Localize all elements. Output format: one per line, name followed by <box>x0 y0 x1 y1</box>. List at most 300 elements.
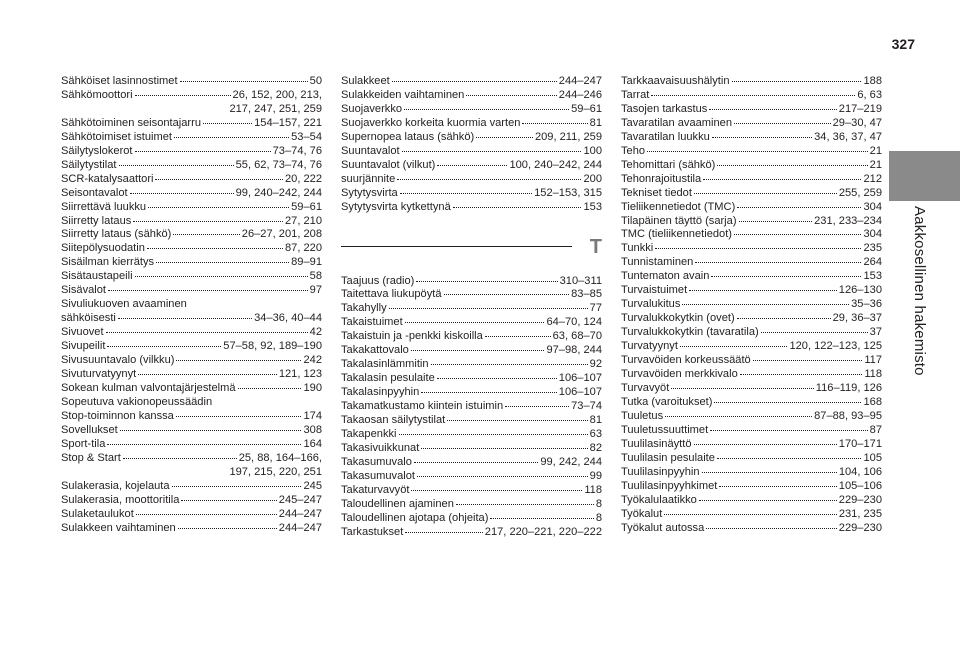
index-entry <box>621 340 882 354</box>
dot-leader <box>671 388 813 389</box>
dot-leader <box>119 165 234 166</box>
index-page-refs: 118 <box>584 483 602 496</box>
dot-leader <box>714 402 861 403</box>
index-entry-line <box>341 330 602 344</box>
index-page-refs-continued: 217, 247, 251, 259 <box>229 102 322 115</box>
index-entry <box>341 470 602 484</box>
dot-leader <box>694 444 837 445</box>
index-term: Seisontavalot <box>61 186 128 199</box>
index-entry <box>621 173 882 187</box>
dot-leader <box>734 123 831 124</box>
dot-leader <box>174 137 289 138</box>
index-entry-line <box>621 103 882 117</box>
index-page-refs: 245 <box>303 479 322 492</box>
index-term: Siirretty lataus <box>61 214 132 227</box>
index-entry-line <box>621 89 882 103</box>
index-page-refs: 92 <box>589 358 602 371</box>
index-page-refs: 99 <box>589 469 602 482</box>
dot-leader <box>695 262 861 263</box>
index-entry-line <box>341 201 602 215</box>
index-entry <box>341 526 602 540</box>
index-entry-line <box>341 302 602 316</box>
index-term: Takalasin pesulaite <box>341 372 435 385</box>
index-entry-line <box>621 326 882 340</box>
index-term: Siirrettävä luukku <box>61 200 147 213</box>
dot-leader <box>107 346 221 347</box>
index-term: Työkalut <box>621 507 663 520</box>
index-page-refs: 255, 259 <box>838 186 882 199</box>
index-entry-line <box>61 312 322 326</box>
index-term: SCR-katalysaattori <box>61 172 154 185</box>
index-entry-line <box>621 256 882 270</box>
index-entry <box>61 382 322 396</box>
index-entry-line <box>341 103 602 117</box>
index-term: Työkalut autossa <box>621 521 705 534</box>
index-term: Takalasinlämmitin <box>341 358 429 371</box>
index-page-refs: 97–98, 244 <box>546 344 602 357</box>
dot-leader <box>699 500 837 501</box>
index-term: Siirretty lataus (sähkö) <box>61 228 172 241</box>
index-term: Turvavöiden korkeussäätö <box>621 354 751 367</box>
dot-leader <box>389 308 588 309</box>
index-entry <box>621 424 882 438</box>
index-page-refs: 26–27, 201, 208 <box>241 228 322 241</box>
dot-leader <box>130 193 234 194</box>
index-term: Takaistuin ja -penkki kiskoilla <box>341 330 483 343</box>
dot-leader <box>136 514 277 515</box>
index-entry-line <box>61 438 322 452</box>
index-term: Sulaketaulukot <box>61 507 134 520</box>
index-entry-line <box>341 470 602 484</box>
dot-leader <box>138 374 277 375</box>
index-page-refs: 244–247 <box>278 507 322 520</box>
index-entry-line <box>341 358 602 372</box>
index-entry-line <box>61 368 322 382</box>
index-entry <box>61 508 322 522</box>
index-page-refs: 100 <box>583 144 602 157</box>
dot-leader <box>135 276 308 277</box>
index-page-refs: 245–247 <box>278 493 322 506</box>
index-entry-line <box>341 275 602 289</box>
index-entry <box>621 117 882 131</box>
index-term: Tuuletussuuttimet <box>621 423 709 436</box>
index-entry <box>621 270 882 284</box>
index-entry <box>61 326 322 340</box>
index-entry-line <box>621 410 882 424</box>
index-entry-line <box>61 340 322 354</box>
dot-leader <box>417 476 588 477</box>
index-term: Takakattovalo <box>341 344 409 357</box>
index-entry <box>61 117 322 131</box>
index-term: Tarkastukset <box>341 525 404 538</box>
index-term: Takaturvavyöt <box>341 483 410 496</box>
index-term: Taitettava liukupöytä <box>341 288 442 301</box>
index-page-refs: 34–36, 40–44 <box>254 312 322 325</box>
index-term: Sulakkeen vaihtaminen <box>61 521 176 534</box>
index-entry <box>61 298 322 326</box>
index-entry-line <box>61 173 322 187</box>
index-term: Stop & Start <box>61 451 121 464</box>
index-page-refs: 87–88, 93–95 <box>814 409 882 422</box>
index-page-refs: 57–58, 92, 189–190 <box>223 340 322 353</box>
index-page-refs: 217–219 <box>838 102 882 115</box>
index-entry-line <box>621 340 882 354</box>
index-term: Takapenkki <box>341 428 397 441</box>
index-page-refs: 73–74 <box>571 400 602 413</box>
index-column-2 <box>341 75 602 540</box>
index-entry-line <box>621 494 882 508</box>
dot-leader <box>703 179 861 180</box>
index-entry-line <box>341 89 602 103</box>
index-entry-line <box>341 187 602 201</box>
index-page-refs: 229–230 <box>838 521 882 534</box>
index-term: Takasivuikkunat <box>341 441 420 454</box>
index-page-refs: 118 <box>864 368 882 381</box>
index-page-refs: 8 <box>595 497 602 510</box>
dot-leader <box>123 458 237 459</box>
index-entry-line <box>621 242 882 256</box>
index-entry-line <box>341 498 602 512</box>
dot-leader <box>682 304 849 305</box>
index-term: Sokean kulman valvontajärjestelmä <box>61 381 236 394</box>
index-entry <box>341 131 602 145</box>
index-entry <box>61 242 322 256</box>
index-term: Tuulilasin pesulaite <box>621 451 715 464</box>
index-entry <box>61 396 322 424</box>
index-entry <box>621 480 882 494</box>
index-term: Tuulilasinpyyhkimet <box>621 479 718 492</box>
index-term: TMC (tieliikennetiedot) <box>621 228 732 241</box>
index-term: Tuulilasinpyyhin <box>621 465 700 478</box>
index-term: Säilytystilat <box>61 158 117 171</box>
index-page-refs: 42 <box>309 326 322 339</box>
index-term: Sovellukset <box>61 423 118 436</box>
index-entry-line <box>61 215 322 229</box>
dot-leader <box>717 458 862 459</box>
dot-leader <box>437 378 557 379</box>
dot-leader <box>740 374 863 375</box>
index-entry <box>621 410 882 424</box>
dot-leader <box>753 360 863 361</box>
index-entry-line <box>61 522 322 536</box>
index-entry-line <box>61 228 322 242</box>
index-entry-line <box>621 354 882 368</box>
index-entry <box>621 284 882 298</box>
index-page-refs: 53–54 <box>291 130 322 143</box>
index-entry-line <box>61 410 322 424</box>
dot-leader <box>155 179 283 180</box>
index-entry <box>61 340 322 354</box>
index-entry <box>61 368 322 382</box>
section-letter: T <box>589 235 602 258</box>
index-term: Sisäilman kierrätys <box>61 256 155 269</box>
dot-leader <box>680 346 788 347</box>
index-entry-line <box>61 326 322 340</box>
index-entry <box>341 159 602 173</box>
dot-leader <box>456 504 594 505</box>
index-entry-line <box>621 173 882 187</box>
index-entry-line <box>341 456 602 470</box>
index-page-refs: 37 <box>869 326 882 339</box>
index-entry-line <box>621 145 882 159</box>
dot-leader <box>466 95 556 96</box>
index-entry-line <box>61 117 322 131</box>
dot-leader <box>411 490 582 491</box>
index-page-refs: 59–61 <box>291 200 322 213</box>
index-term: Tutka (varoitukset) <box>621 395 713 408</box>
index-entry <box>341 316 602 330</box>
index-term: Sulakkeet <box>341 75 390 87</box>
index-entry <box>621 89 882 103</box>
index-entry <box>61 75 322 89</box>
index-term: Takalasinpyyhin <box>341 386 420 399</box>
index-term: Taloudellinen ajaminen <box>341 497 454 510</box>
index-entry <box>61 284 322 298</box>
index-entry <box>341 187 602 201</box>
index-entry <box>341 275 602 289</box>
index-entry-line <box>61 159 322 173</box>
index-term: Sivuturvatyynyt <box>61 368 137 381</box>
index-entry <box>341 89 602 103</box>
dot-leader <box>402 151 582 152</box>
index-entry-line <box>341 145 602 159</box>
dot-leader <box>717 165 867 166</box>
dot-leader <box>651 95 855 96</box>
dot-leader <box>399 434 588 435</box>
index-term: Tilapäinen täyttö (sarja) <box>621 214 737 227</box>
index-page-refs: 217, 220–221, 220–222 <box>484 525 602 538</box>
index-entry-line <box>621 117 882 131</box>
index-entry <box>341 372 602 386</box>
index-entry <box>621 382 882 396</box>
index-page-refs: 26, 152, 200, 213, <box>232 88 322 101</box>
dot-leader <box>180 81 308 82</box>
index-page-refs: 6, 63 <box>857 88 882 101</box>
index-term: Tavaratilan avaaminen <box>621 116 733 129</box>
index-term: Suuntavalot (vilkut) <box>341 158 436 171</box>
index-entry-line <box>621 438 882 452</box>
index-entry <box>61 452 322 480</box>
index-entry <box>61 256 322 270</box>
index-term: suurjännite <box>341 172 396 185</box>
index-page-refs: 81 <box>589 116 602 129</box>
index-page-refs: 235 <box>863 242 882 255</box>
index-term: Tasojen tarkastus <box>621 102 708 115</box>
index-term: Taloudellinen ajotapa (ohjeita) <box>341 511 489 524</box>
dot-leader <box>664 514 836 515</box>
index-entry <box>621 326 882 340</box>
index-entry-line <box>61 256 322 270</box>
index-term: Sivusuuntavalo (vilkku) <box>61 354 175 367</box>
index-entry <box>341 302 602 316</box>
dot-leader <box>238 388 302 389</box>
index-page-refs: 231, 235 <box>838 507 882 520</box>
index-page-refs: 50 <box>309 75 322 87</box>
dot-leader <box>414 462 538 463</box>
index-page-refs: 58 <box>309 270 322 283</box>
index-entry-line <box>61 452 322 466</box>
index-page-refs: 308 <box>303 423 322 436</box>
index-entry-line <box>61 284 322 298</box>
index-page-refs: 29–30, 47 <box>832 116 882 129</box>
index-column-3 <box>621 75 882 535</box>
index-term: Takasumuvalo <box>341 455 412 468</box>
index-term: Tuuletus <box>621 409 664 422</box>
index-page-refs: 244–247 <box>558 75 602 87</box>
index-entry-line <box>341 414 602 428</box>
dot-leader <box>734 234 862 235</box>
index-term: Sulakerasia, moottoritila <box>61 493 180 506</box>
dot-leader <box>737 318 831 319</box>
index-page-refs: 82 <box>589 441 602 454</box>
index-term: Tarrat <box>621 88 650 101</box>
index-term: Sivupeilit <box>61 340 106 353</box>
index-term: Tuulilasinäyttö <box>621 437 692 450</box>
index-entry <box>341 498 602 512</box>
index-page-refs: 304 <box>863 228 882 241</box>
dot-leader <box>719 486 836 487</box>
index-term: Tunkki <box>621 242 654 255</box>
index-page-refs: 188 <box>863 75 882 87</box>
index-page-refs: 310–311 <box>559 274 602 287</box>
dot-leader <box>133 221 283 222</box>
index-page-refs: 244–247 <box>278 521 322 534</box>
index-entry-line <box>61 382 322 396</box>
index-term: Turvalukitus <box>621 298 681 311</box>
index-entry <box>61 159 322 173</box>
index-page-refs: 152–153, 315 <box>534 186 602 199</box>
dot-leader <box>453 207 582 208</box>
index-entry-line <box>61 508 322 522</box>
dot-leader <box>437 165 507 166</box>
index-term: Tunnistaminen <box>621 256 694 269</box>
index-entry <box>341 201 602 215</box>
index-entry <box>621 298 882 312</box>
index-entry-line <box>621 522 882 536</box>
dot-leader <box>203 123 252 124</box>
index-entry-line <box>61 424 322 438</box>
index-page-refs: 106–107 <box>558 372 602 385</box>
dot-leader <box>444 294 570 295</box>
index-entry <box>341 103 602 117</box>
index-entry <box>621 368 882 382</box>
index-term: Sähkötoimiset istuimet <box>61 130 172 143</box>
index-page-refs: 100, 240–242, 244 <box>509 158 602 171</box>
index-entry <box>341 288 602 302</box>
index-page-refs: 104, 106 <box>838 465 882 478</box>
index-entry <box>341 456 602 470</box>
index-entry-line <box>341 159 602 173</box>
index-page-refs: 97 <box>309 284 322 297</box>
dot-leader <box>505 406 569 407</box>
index-entry <box>621 256 882 270</box>
index-entry-line <box>341 386 602 400</box>
dot-leader <box>421 392 556 393</box>
index-page-refs: 153 <box>583 200 602 213</box>
index-entry <box>61 438 322 452</box>
dot-leader <box>421 448 587 449</box>
index-entry <box>621 145 882 159</box>
dot-leader <box>405 532 483 533</box>
index-term: Teho <box>621 144 646 157</box>
index-entry-line <box>341 131 602 145</box>
index-term: Taajuus (radio) <box>341 274 415 287</box>
dot-leader <box>156 262 289 263</box>
index-entry-line <box>341 117 602 131</box>
index-entry <box>621 522 882 536</box>
index-page-refs: 83–85 <box>571 288 602 301</box>
dot-leader <box>761 332 868 333</box>
index-page-refs: 153 <box>863 270 882 283</box>
index-entry <box>621 354 882 368</box>
index-entry-heading: Sivuliukuoven avaaminen <box>61 298 187 311</box>
index-page-refs: 35–36 <box>851 298 882 311</box>
dot-leader <box>172 486 302 487</box>
page-number: 327 <box>891 36 915 52</box>
dot-leader <box>431 364 588 365</box>
index-page-refs: 264 <box>863 256 882 269</box>
index-page-refs: 121, 123 <box>278 368 322 381</box>
index-entry-line <box>621 424 882 438</box>
index-entry <box>61 173 322 187</box>
index-term: Sähköiset lasinnostimet <box>61 75 178 87</box>
index-entry-line <box>61 131 322 145</box>
dot-leader <box>739 221 813 222</box>
index-entry <box>621 215 882 229</box>
index-page-refs: 21 <box>869 144 882 157</box>
dot-leader <box>397 179 581 180</box>
index-entry-line <box>621 452 882 466</box>
index-entry <box>341 414 602 428</box>
index-page-refs: 164 <box>303 437 322 450</box>
index-entry-line <box>621 298 882 312</box>
index-entry <box>341 428 602 442</box>
index-term: Turvalukkokytkin (ovet) <box>621 312 735 325</box>
index-term: Stop-toiminnon kanssa <box>61 409 174 422</box>
dot-leader <box>665 416 812 417</box>
index-entry <box>61 424 322 438</box>
index-term: Takaistuimet <box>341 316 403 329</box>
index-page-refs: 242 <box>303 354 322 367</box>
index-page-refs: 170–171 <box>838 437 882 450</box>
index-column-1 <box>61 75 322 535</box>
index-page-refs: 190 <box>303 381 322 394</box>
index-entry-line <box>621 131 882 145</box>
index-entry-line <box>621 480 882 494</box>
index-page-refs: 64–70, 124 <box>546 316 602 329</box>
index-term: Suojaverkko <box>341 102 403 115</box>
dot-leader <box>647 151 868 152</box>
dot-leader <box>148 207 289 208</box>
dot-leader <box>485 336 551 337</box>
index-entry <box>621 312 882 326</box>
index-term: Tehonrajoitustila <box>621 172 702 185</box>
index-page-refs: 168 <box>863 395 882 408</box>
index-entry-line <box>61 270 322 284</box>
dot-leader <box>392 81 557 82</box>
index-entry-line <box>621 187 882 201</box>
index-page-refs: 55, 62, 73–74, 76 <box>235 158 322 171</box>
index-entry-line <box>621 284 882 298</box>
index-entry-line <box>621 508 882 522</box>
index-entry-line <box>61 494 322 508</box>
dot-leader <box>710 430 868 431</box>
index-entry <box>341 358 602 372</box>
index-entry-line <box>341 526 602 540</box>
dot-leader <box>694 193 837 194</box>
index-entry <box>341 117 602 131</box>
index-entry <box>341 145 602 159</box>
